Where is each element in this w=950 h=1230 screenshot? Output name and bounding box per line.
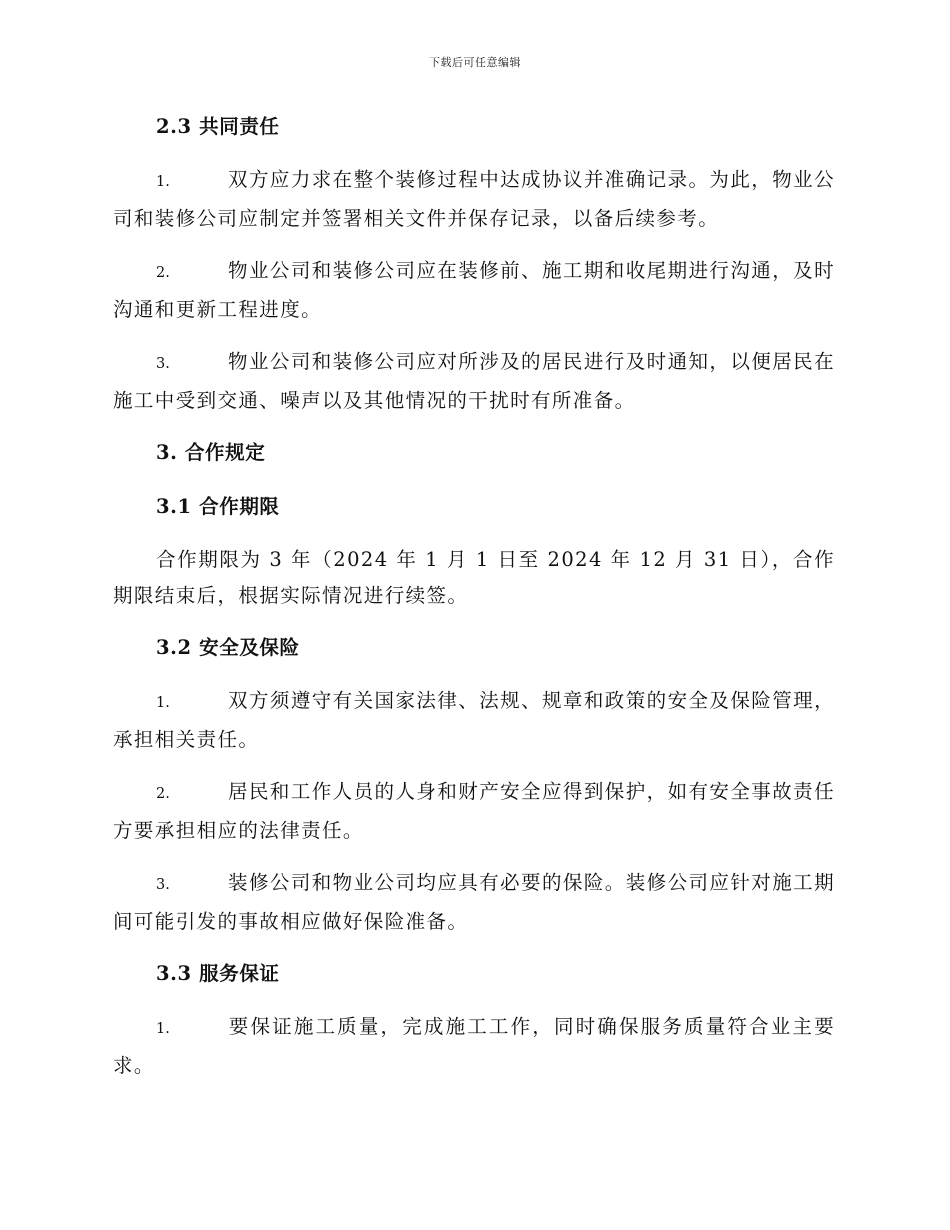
list-item — [113, 865, 835, 939]
section-heading-3-3: 3.3 服务保证 — [156, 962, 280, 985]
list-item-text: 要保证施工质量，完成施工工作，同时确保服务质量符合业主要求。 — [113, 1015, 835, 1077]
section-heading-3-1: 3.1 合作期限 — [156, 495, 280, 518]
list-item-number: 1. — [156, 174, 170, 190]
list-item-number: 1. — [156, 695, 170, 711]
list-item-text: 双方须遵守有关国家法律、法规、规章和政策的安全及保险管理，承担相关责任。 — [113, 689, 835, 751]
list-item — [113, 1009, 835, 1083]
list-item-number: 2. — [156, 786, 170, 802]
page-header: 下载后可任意编辑 — [429, 56, 521, 69]
list-item-number: 3. — [156, 356, 170, 372]
list-item — [113, 162, 835, 236]
list-item-text: 居民和工作人员的人身和财产安全应得到保护，如有安全事故责任方要承担相应的法律责任。 — [113, 780, 835, 842]
list-item-text: 物业公司和装修公司应在装修前、施工期和收尾期进行沟通，及时沟通和更新工程进度。 — [113, 259, 835, 321]
paragraph-cooperation-term: 合作期限为 3 年（2024 年 1 月 1 日至 2024 年 12 月 31 日），合作期限结束后，根据实际情况进行续签。 — [113, 548, 835, 607]
list-item-number: 3. — [156, 877, 170, 893]
document-body — [113, 108, 835, 1083]
section-heading-3: 3. 合作规定 — [156, 441, 266, 464]
list-item-number: 1. — [156, 1021, 170, 1037]
list-item-text: 物业公司和装修公司应对所涉及的居民进行及时通知，以便居民在施工中受到交通、噪声以及其他情况的干扰时有所准备。 — [113, 350, 835, 412]
list-item — [113, 774, 835, 848]
list-item — [113, 683, 835, 757]
list-item — [113, 253, 835, 327]
list-item — [113, 344, 835, 418]
list-item-text: 双方应力求在整个装修过程中达成协议并准确记录。为此，物业公司和装修公司应制定并签署相关文件并保存记录，以备后续参考。 — [113, 168, 835, 230]
list-item-number: 2. — [156, 265, 170, 281]
section-heading-2-3: 2.3 共同责任 — [156, 115, 280, 138]
list-item-text: 装修公司和物业公司均应具有必要的保险。装修公司应针对施工期间可能引发的事故相应做好保险准备。 — [113, 871, 835, 933]
section-heading-3-2: 3.2 安全及保险 — [156, 636, 300, 659]
